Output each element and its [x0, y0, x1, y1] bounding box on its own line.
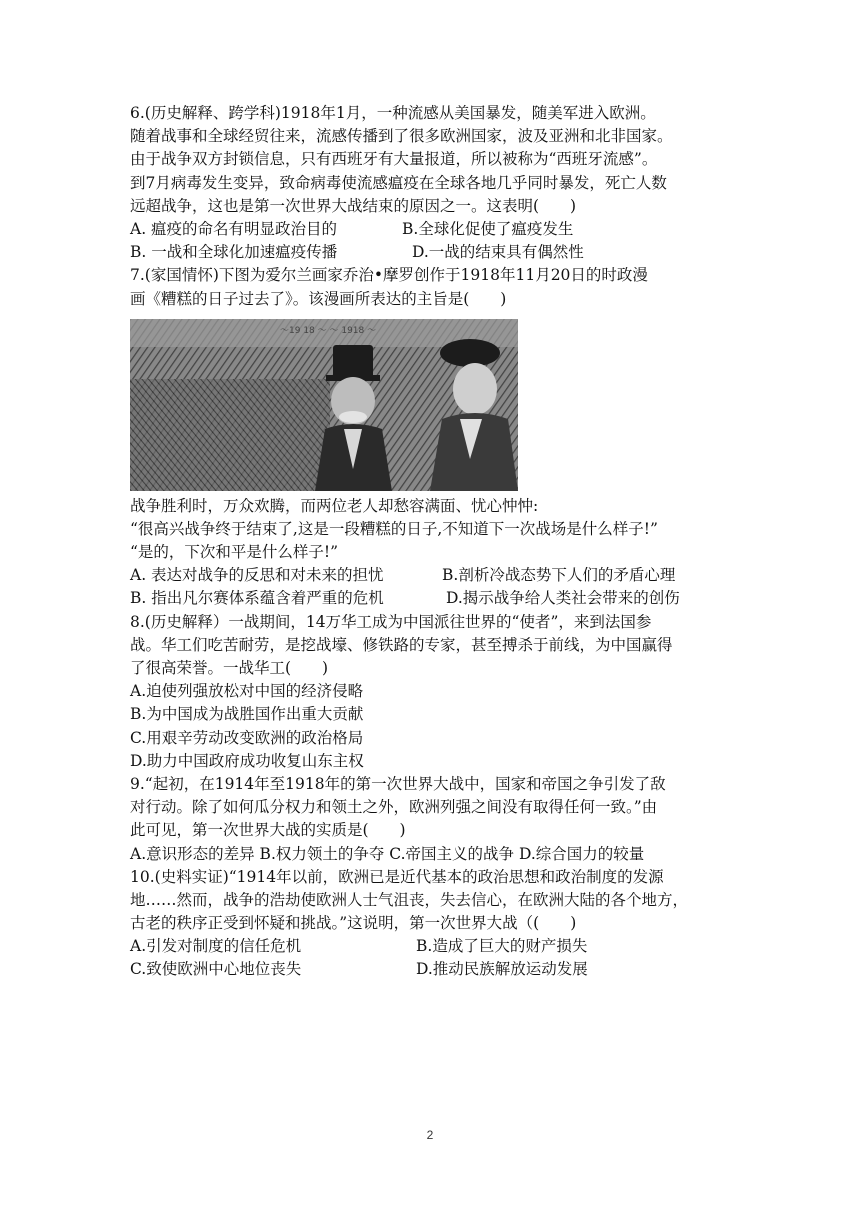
question-7-option-c: B. 指出凡尔赛体系蕴含着严重的危机	[130, 589, 384, 608]
cartoon-image	[130, 319, 518, 491]
cartoon-caption-line: “是的，下次和平是什么样子!”	[130, 543, 339, 562]
question-8-line: 8.(历史解释）一战期间，14万华工成为中国派往世界的“使者”，来到法国参	[130, 612, 652, 631]
question-6-line: 到7月病毒发生变异，致命病毒使流感瘟疫在全球各地几乎同时暴发，死亡人数	[130, 173, 667, 192]
question-6-line: 远超战争，这也是第一次世界大战结束的原因之一。这表明( )	[130, 196, 577, 215]
question-8-option-c: C.用艰辛劳动改变欧洲的政治格局	[130, 728, 364, 747]
question-9-line: 此可见，第一次世界大战的实质是( )	[130, 821, 406, 840]
question-9-options: A.意识形态的差异 B.权力领土的争夺 C.帝国主义的战争 D.综合国力的较量	[130, 844, 645, 863]
question-6-line: 6.(历史解释、跨学科)1918年1月，一种流感从美国暴发，随美军进入欧洲。	[130, 104, 656, 122]
question-7-line: 7.(家国情怀)下图为爱尔兰画家乔治•摩罗创作于1918年11月20日的时政漫	[130, 266, 648, 285]
cartoon-caption-line: 战争胜利时，万众欢腾，而两位老人却愁容满面、忧心忡忡:	[130, 496, 539, 515]
page-number: 2	[426, 1128, 434, 1142]
question-10-line: 古老的秩序正受到怀疑和挑战。”这说明，第一次世界大战（( )	[130, 914, 577, 933]
question-10-option-c: C.致使欧洲中心地位丧失	[130, 960, 302, 979]
question-10-line: 10.(史料实证)“1914年以前，欧洲已是近代基本的政治思想和政治制度的发源	[130, 867, 664, 886]
question-6-option-c: B. 一战和全球化加速瘟疫传播	[130, 243, 338, 262]
question-8-line: 了很高荣誉。一战华工( )	[130, 659, 329, 677]
question-10-option-a: A.引发对制度的信任危机	[130, 937, 302, 956]
question-6-option-d: D.一战的结束具有偶然性	[412, 243, 584, 262]
question-7-option-a: A. 表达对战争的反思和对未来的担忧	[130, 566, 384, 585]
cartoon-caption-text: ～19 18 ～ ～ 1918 ～	[280, 325, 377, 336]
question-10-option-b: B.造成了巨大的财产损失	[416, 937, 588, 956]
question-6-options-row-1	[130, 218, 760, 241]
question-8-option-b: B.为中国成为战胜国作出重大贡献	[130, 705, 364, 724]
question-9-line: 对行动。除了如何瓜分权力和领土之外，欧洲列强之间没有取得任何一致。”由	[130, 798, 658, 817]
question-8-line: 战。华工们吃苦耐劳，是挖战壕、修铁路的专家，甚至搏杀于前线，为中国赢得	[130, 635, 673, 654]
question-6	[130, 102, 760, 264]
question-8	[130, 611, 760, 773]
question-7	[130, 264, 760, 610]
question-7-option-b: B.剖析冷战态势下人们的矛盾心理	[442, 566, 676, 585]
question-7-option-d: D.揭示战争给人类社会带来的创伤	[446, 589, 680, 608]
question-10-options-row-2	[130, 958, 760, 981]
question-9	[130, 773, 760, 866]
question-6-option-a: A. 瘟疫的命名有明显政治目的	[130, 219, 338, 238]
question-6-line: 随着战事和全球经贸往来，流感传播到了很多欧洲国家，波及亚洲和北非国家。	[130, 127, 673, 146]
question-10	[130, 866, 760, 982]
question-7-line: 画《糟糕的日子过去了》。该漫画所表达的主旨是( )	[130, 289, 507, 308]
question-8-option-a: A.迫使列强放松对中国的经济侵略	[130, 682, 364, 701]
question-7-options-row-2	[130, 587, 760, 610]
question-10-line: 地……然而，战争的浩劫使欧洲人士气沮丧，失去信心，在欧洲大陆的各个地方，	[130, 890, 689, 909]
question-10-options-row-1	[130, 935, 760, 958]
question-9-line: 9.“起初，在1914年至1918年的第一次世界大战中，国家和帝国之争引发了敌	[130, 774, 666, 793]
question-10-option-d: D.推动民族解放运动发展	[416, 960, 588, 979]
question-8-option-d: D.助力中国政府成功收复山东主权	[130, 751, 364, 770]
question-6-option-b: B.全球化促使了瘟疫发生	[402, 219, 574, 238]
question-6-options-row-2	[130, 241, 760, 264]
exam-page-content	[130, 102, 760, 982]
cartoon-caption-line: “很高兴战争终于结束了,这是一段糟糕的日子,不知道下一次战场是什么样子!”	[130, 519, 658, 538]
question-7-options-row-1	[130, 564, 760, 587]
question-6-line: 由于战争双方封锁信息，只有西班牙有大量报道，所以被称为“西班牙流感”。	[130, 150, 658, 169]
